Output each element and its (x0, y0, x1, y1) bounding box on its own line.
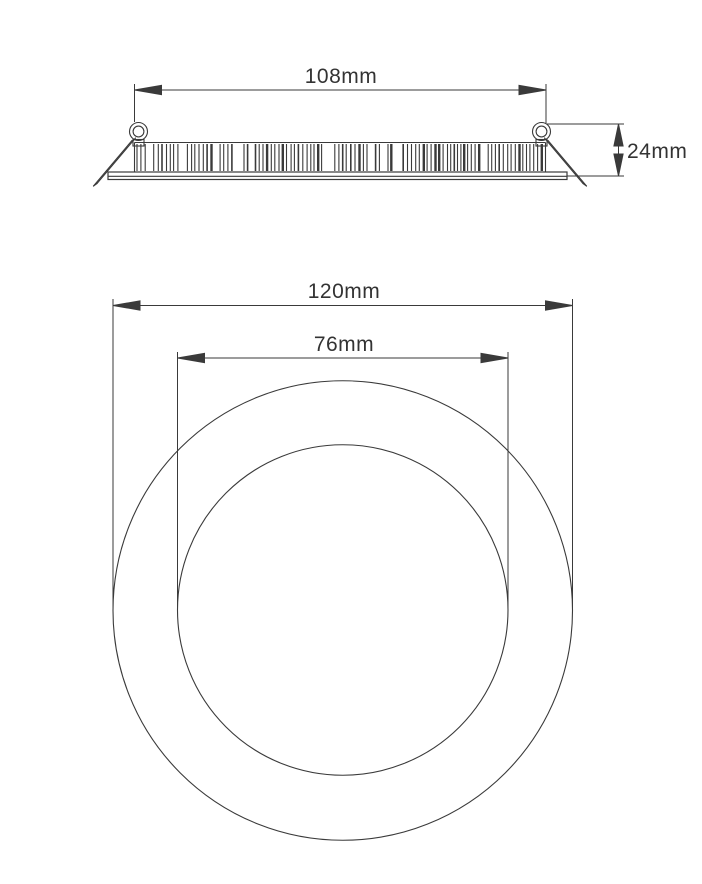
trim-plate (108, 172, 567, 180)
front-view (113, 280, 573, 840)
heatsink-body (135, 143, 546, 173)
heatsink-fins (137, 144, 542, 171)
dimension-outer-diameter-label: 120mm (307, 280, 381, 303)
arrowhead-right-icon (519, 85, 546, 94)
arrowhead-down-icon (614, 154, 623, 176)
side-view (94, 65, 688, 186)
outer-ring-circle (113, 381, 573, 841)
dimension-cutout-diameter-label: 76mm (313, 333, 375, 356)
clip-coil-inner (536, 126, 547, 137)
dimension-height-label: 24mm (627, 140, 688, 163)
dimension-width-label: 108mm (304, 65, 378, 88)
dimension-cutout-diameter (178, 352, 509, 612)
arrowhead-right-icon (546, 301, 573, 310)
inner-cutout-circle (178, 445, 509, 776)
arrowhead-up-icon (614, 124, 623, 146)
clip-coil-outer (533, 123, 551, 141)
arrowhead-left-icon (135, 85, 162, 94)
arrowhead-left-icon (113, 301, 140, 310)
dimension-height (547, 124, 624, 176)
clip-coil-inner (133, 126, 144, 137)
dimension-width (135, 84, 547, 124)
clip-arm (94, 138, 136, 186)
arrowhead-right-icon (481, 353, 508, 362)
luminaire-profile (94, 123, 587, 187)
arrowhead-left-icon (178, 353, 205, 362)
clip-coil-outer (130, 123, 148, 141)
clip-arm (545, 138, 587, 186)
